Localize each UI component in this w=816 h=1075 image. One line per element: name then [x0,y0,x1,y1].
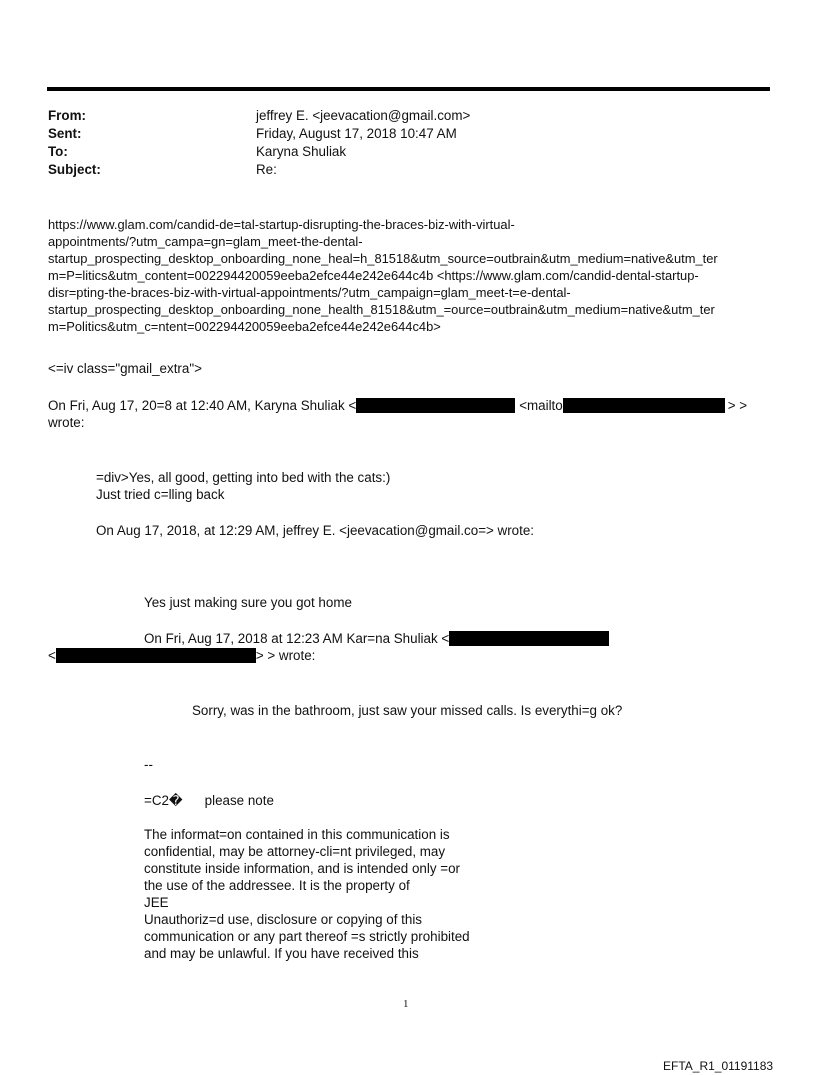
subject-row [48,161,470,179]
disclaimer-line: the use of the addressee. It is the property of [144,878,410,893]
url-line: disr=pting-the-braces-biz-with-virtual-appointments/?utm_campaign=glam_meet-t=e-dental- [48,285,571,300]
to-value: Karyna Shuliak [256,144,347,159]
disclaimer-line: constitute inside information, and is intended only =or [144,861,460,876]
reply-2: Yes just making sure you got home [144,595,352,610]
reply-1 [96,469,390,503]
url-line: https://www.glam.com/candid-de=tal-startup-disrupting-the-braces-biz-with-virtual- [48,217,515,232]
url-line: m=Politics&utm_c=ntent=002294420059eeba2efce44e242e644c4b> [48,319,441,334]
subject-label: Subject: [48,162,101,177]
redaction-box [356,398,515,413]
quote-intro: On Fri, Aug 17, 20=8 at 12:40 AM, Karyna Shuliak < [48,398,357,413]
to-row [48,143,470,161]
email-header [48,107,470,179]
reply-1-line: Just tried c=lling back [96,487,225,502]
to-label: To: [48,144,68,159]
disclaimer-line: and may be unlawful. If you have received this [144,946,419,961]
sent-value: Friday, August 17, 2018 10:47 AM [256,126,457,141]
redaction-box [563,398,725,413]
lt-bracket: < [48,648,56,663]
url-line: appointments/?utm_campa=gn=glam_meet-the-dental- [48,234,363,249]
quote-intro: On Fri, Aug 17, 2018 at 12:23 AM Kar=na Shuliak < [144,631,450,646]
url-line: startup_prospecting_desktop_onboarding_none_health_81518&utm_=ource=outbrain&utm_medium=native&utm_ter [48,302,715,317]
signature-dash: -- [144,757,153,772]
page-number: 1 [403,998,409,1010]
reply-1-line: =div>Yes, all good, getting into bed with the cats:) [96,470,391,485]
disclaimer-line: Unauthoriz=d use, disclosure or copying of this [144,912,423,927]
encoded-char: =C2� [144,793,183,808]
quote-header-3-cont [48,647,315,664]
redaction-box [449,631,609,646]
url-block [48,216,718,335]
sent-label: Sent: [48,126,82,141]
disclaimer [144,826,470,962]
gmail-extra: <=iv class="gmail_extra"> [48,361,202,376]
close-brackets: > > [727,398,748,413]
mailto-text: <mailto [519,398,563,413]
quote-header-1 [48,397,747,414]
sent-row [48,125,470,143]
please-note-line [144,792,274,809]
url-line: m=P=litics&utm_content=002294420059eeba2efce44e242e644c4b <https://www.glam.com/candid-dental-startup- [48,268,699,283]
subject-value: Re: [256,162,277,177]
quote-header-2: On Aug 17, 2018, at 12:29 AM, jeffrey E. <jeevacation@gmail.co=> wrote: [96,523,535,538]
from-row [48,107,470,125]
quote-header-3 [144,630,609,647]
from-value: jeffrey E. <jeevacation@gmail.com> [256,108,471,123]
header-rule [47,87,770,91]
disclaimer-line: confidential, may be attorney-cli=nt privileged, may [144,844,446,859]
wrote-text: > > wrote: [255,648,316,663]
disclaimer-line: JEE [144,895,169,910]
from-label: From: [48,108,86,123]
bates-number: EFTA_R1_01191183 [663,1059,774,1073]
reply-3: Sorry, was in the bathroom, just saw your missed calls. Is everythi=g ok? [192,703,623,718]
url-line: startup_prospecting_desktop_onboarding_none_heal=h_81518&utm_source=outbrain&utm_medium=native&utm_ter [48,251,718,266]
disclaimer-line: The informat=on contained in this communication is [144,827,450,842]
wrote-text: wrote: [48,415,85,430]
redaction-box [56,648,256,663]
disclaimer-line: communication or any part thereof =s strictly prohibited [144,929,470,944]
please-note: please note [204,793,274,808]
